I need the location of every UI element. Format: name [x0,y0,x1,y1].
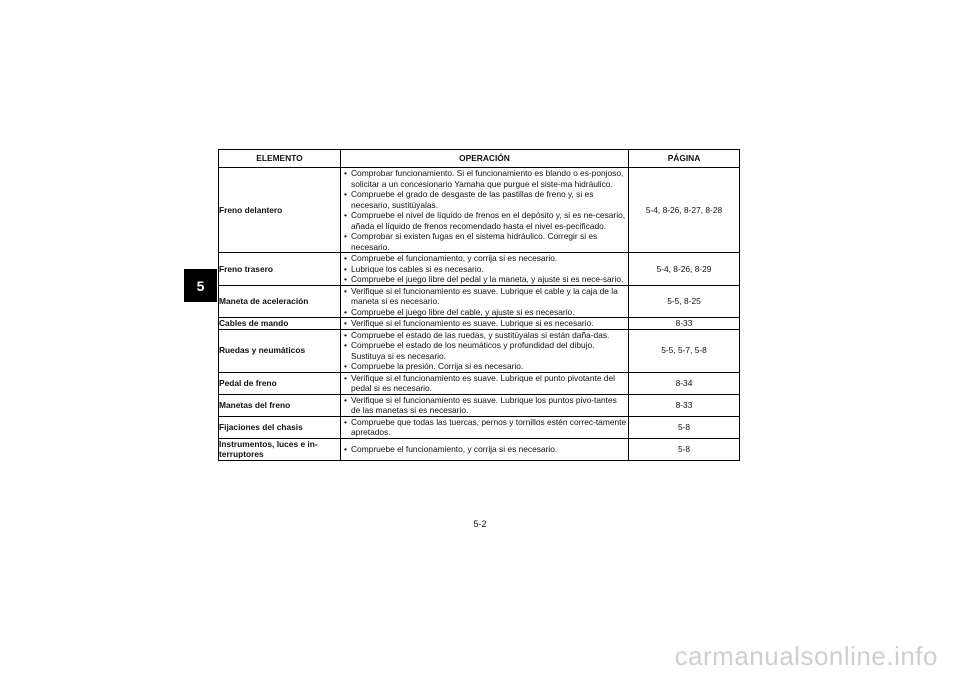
operation-list [341,330,628,372]
operation-list [341,168,628,252]
element-cell: Instrumentos, luces e in-terruptores [219,438,341,460]
table-body [219,168,740,461]
operation-item: • Compruebe el nivel de líquido de frenos en el depósito y, si es ne-cesario, añada el líquido de frenos recomendado hasta el nivel es-pecificado. [341,210,628,231]
operation-list [341,373,628,394]
header-page: PÁGINA [629,150,740,168]
page-cell: 5-4, 8-26, 8-27, 8-28 [629,168,740,253]
operation-list [341,417,628,438]
page-cell: 5-5, 8-25 [629,285,740,318]
table-row [219,329,740,372]
operation-item: • Compruebe el funcionamiento, y corrija si es necesario. [341,253,628,264]
operation-cell [341,285,629,318]
operation-cell [341,329,629,372]
operation-cell [341,416,629,438]
operation-list [341,253,628,285]
element-cell: Fijaciones del chasis [219,416,341,438]
operation-item: • Verifique si el funcionamiento es suave. Lubrique si es necesario. [341,318,628,329]
operation-item: • Verifique si el funcionamiento es suave. Lubrique los puntos pivo-tantes de las manetas si es necesario. [341,395,628,416]
element-cell: Pedal de freno [219,372,341,394]
element-cell: Cables de mando [219,318,341,330]
operation-item: • Compruebe el grado de desgaste de las pastillas de freno y, si es necesario, sustitúyalas. [341,189,628,210]
page-cell: 5-4, 8-26, 8-29 [629,253,740,286]
element-cell: Ruedas y neumáticos [219,329,341,372]
operation-item: • Compruebe el estado de los neumáticos y profundidad del dibujo. Sustituya si es necesario. [341,340,628,361]
operation-item: • Comprobar funcionamiento. Si el funcionamiento es blando o es-ponjoso, solicitar a un concesionario Yamaha que purgue el siste-ma hidráulico. [341,168,628,189]
table-row [219,168,740,253]
element-cell: Freno delantero [219,168,341,253]
operation-item: • Compruebe el juego libre del cable, y ajuste si es necesario. [341,307,628,318]
element-cell: Freno trasero [219,253,341,286]
table-row [219,372,740,394]
operation-list [341,395,628,416]
table-row [219,416,740,438]
operation-item: • Compruebe la presión. Corrija si es necesario. [341,361,628,372]
operation-cell [341,438,629,460]
operation-list [341,286,628,318]
operation-cell [341,372,629,394]
operation-cell [341,318,629,330]
maintenance-table [218,149,740,461]
operation-list [341,318,628,329]
page-number: 5-2 [473,519,487,529]
operation-item: • Compruebe el estado de las ruedas, y sustitúyalas si están daña-das. [341,330,628,341]
page-cell: 5-8 [629,416,740,438]
operation-item: • Verifique si el funcionamiento es suave. Lubrique el punto pivotante del pedal si es necesario. [341,373,628,394]
page-cell: 5-5, 5-7, 5-8 [629,329,740,372]
operation-list [341,444,628,455]
page-cell: 8-33 [629,318,740,330]
operation-item: • Compruebe el juego libre del pedal y la maneta, y ajuste si es nece-sario. [341,274,628,285]
table-row [219,438,740,460]
element-cell: Manetas del freno [219,394,341,416]
table-row [219,253,740,286]
header-operation: OPERACIÓN [341,150,629,168]
page-cell: 8-33 [629,394,740,416]
page-cell: 5-8 [629,438,740,460]
header-element: ELEMENTO [219,150,341,168]
page-cell: 8-34 [629,372,740,394]
element-cell: Maneta de aceleración [219,285,341,318]
operation-cell [341,253,629,286]
table-row [219,318,740,330]
watermark: carmanualsonline.info [674,641,938,671]
table-row [219,394,740,416]
operation-item: • Compruebe el funcionamiento, y corrija si es necesario. [341,444,628,455]
operation-cell [341,168,629,253]
operation-cell [341,394,629,416]
section-tab: 5 [184,269,217,302]
table-header-row [219,150,740,168]
operation-item: • Compruebe que todas las tuercas, pernos y tornillos estén correc-tamente apretados. [341,417,628,438]
operation-item: • Verifique si el funcionamiento es suave. Lubrique el cable y la caja de la maneta si es necesario. [341,286,628,307]
operation-item: • Comprobar si existen fugas en el sistema hidráulico. Corregir si es necesario. [341,231,628,252]
operation-item: • Lubrique los cables si es necesario. [341,264,628,275]
table-row [219,285,740,318]
